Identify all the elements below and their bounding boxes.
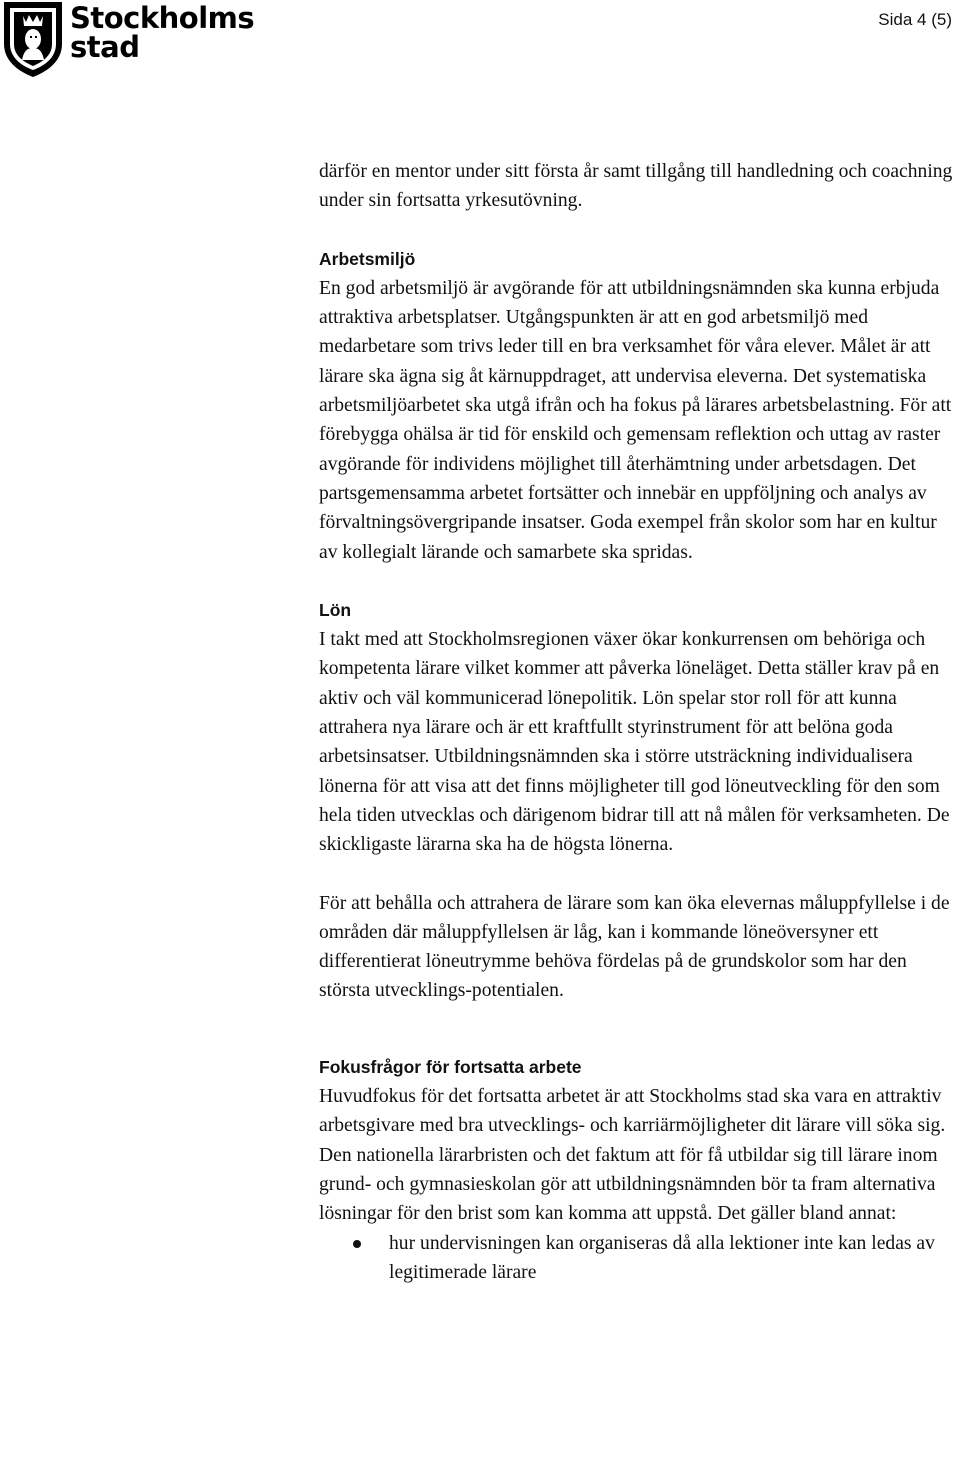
logo-line-2: stad	[70, 30, 140, 64]
lon-paragraph-2: För att behålla och attrahera de lärare som kan öka elevernas måluppfyllelse i de områden där måluppfyllelsen är låg, kan i kommande löneöversyner ett differentierat löneutrymme behöva fördelas på de grundskolor som har den största utvecklings-potentialen.	[319, 892, 950, 1002]
arbetsmiljo-paragraph: En god arbetsmiljö är avgörande för att utbildningsnämnden ska kunna erbjuda attraktiva arbetsplatser. Utgångspunkten är att en god arbetsmiljö med medarbetare som trivs leder till en bra verksamhet för våra elever. Målet är att lärare ska ägna sig åt kärnuppdraget, att undervisa eleverna. Det systematiska arbetsmiljöarbetet ska utgå ifrån och ha fokus på lärares arbetsbelastning. För att förebygga ohälsa är tid för enskild och gemensam reflektion och uttag av raster avgörande för individens möjlighet till återhämtning under arbetsdagen. Det partsgemensamma arbetet fortsätter och innebär en uppföljning och analys av förvaltningsövergripande insatser. Goda exempel från skolor som har en kultur av kollegialt lärande och samarbete ska spridas.	[319, 277, 952, 563]
page-number: Sida 4 (5)	[878, 10, 952, 29]
list-item	[319, 1229, 959, 1288]
bullet-icon	[353, 1240, 361, 1248]
stockholms-stad-logo	[0, 0, 255, 80]
logo-wordmark	[70, 1, 255, 64]
page-header	[0, 0, 960, 90]
section-heading-lon: Lön	[319, 599, 352, 620]
list-item-text: hur undervisningen kan organiseras då alla lektioner inte kan ledas av legitimerade lärare	[389, 1232, 935, 1283]
lon-paragraph: I takt med att Stockholmsregionen växer ökar konkurrensen om behöriga och kompetenta lärare vilket kommer att påverka löneläget. Detta ställer krav på en aktiv och väl kommunicerad lönepolitik. Lön spelar stor roll för att kunna attrahera nya lärare och är ett kraftfullt styrinstrument för att belöna goda arbetsinsatser. Utbildningsnämnden ska i större utsträckning individualisera lönerna för att visa att det finns möjligheter till god löneutveckling för den som hela tiden utvecklas och därigenom bidrar till att nå målen för verksamheten. De skickligaste lärarna ska ha de högsta lönerna.	[319, 629, 950, 856]
logo-line-1: Stockholms	[70, 1, 255, 35]
section-heading-fokusfragor: Fokusfrågor för fortsatta arbete	[319, 1056, 582, 1077]
document-body	[319, 157, 959, 1287]
section-heading-arbetsmiljo: Arbetsmiljö	[319, 248, 416, 269]
fokus-paragraph: Huvudfokus för det fortsatta arbetet är att Stockholms stad ska vara en attraktiv arbetsgivare med bra utvecklings- och karriärmöjligheter dit lärare vill söka sig. Den nationella lärarbristen och det faktum att för få utbildar sig till lärare inom grund- och gymnasieskolan gör att utbildningsnämnden bör ta fram alternativa lösningar för den brist som kan komma att uppstå. Det gäller bland annat:	[319, 1086, 946, 1225]
city-crest-icon	[2, 0, 64, 78]
bullet-list	[319, 1229, 959, 1288]
intro-paragraph: därför en mentor under sitt första år samt tillgång till handledning och coachning under sin fortsatta yrkesutövning.	[319, 161, 953, 212]
